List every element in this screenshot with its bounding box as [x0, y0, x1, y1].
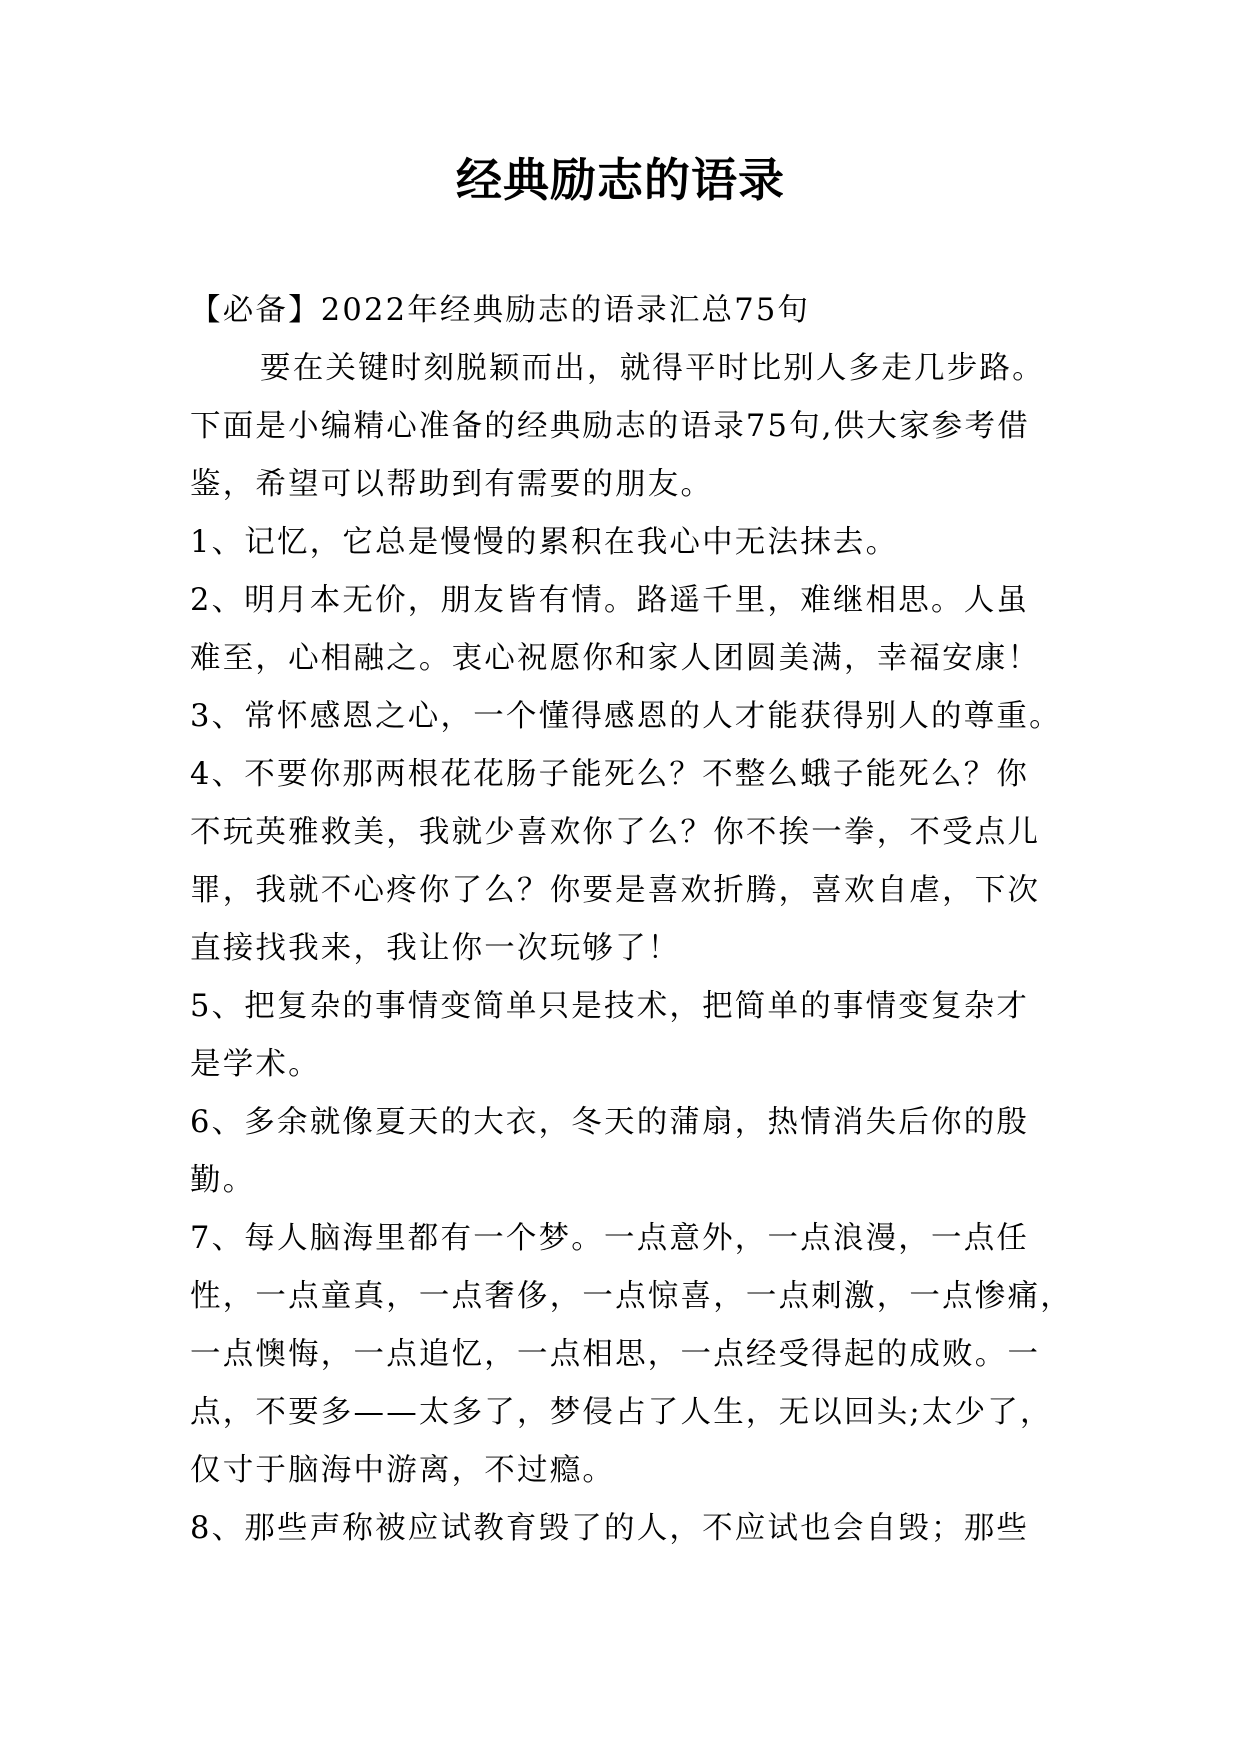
quote-line: 罪，我就不心疼你了么？你要是喜欢折腾，喜欢自虐，下次 [190, 873, 1041, 908]
document-body [190, 282, 1073, 1558]
quote-line: 7、每人脑海里都有一个梦。一点意外，一点浪漫，一点任 [190, 1221, 1030, 1256]
quote-line: 难至，心相融之。衷心祝愿你和家人团圆美满，幸福安康！ [190, 641, 1041, 676]
quote-line: 2、明月本无价，朋友皆有情。路遥千里，难继相思。人虽 [190, 583, 1030, 618]
quote-line: 不玩英雅救美，我就少喜欢你了么？你不挨一拳，不受点儿 [190, 815, 1041, 850]
intro-line: 鉴，希望可以帮助到有需要的朋友。 [190, 467, 714, 502]
document-title: 经典励志的语录 [456, 153, 785, 207]
quote-line: 6、多余就像夏天的大衣，冬天的蒲扇，热情消失后你的殷 [190, 1105, 1030, 1140]
quote-line: 4、不要你那两根花花肠子能死么？不整么蛾子能死么？你 [190, 757, 1030, 792]
quote-line: 性，一点童真，一点奢侈，一点惊喜，一点刺激，一点惨痛， [190, 1279, 1073, 1314]
quote-line: 直接找我来，我让你一次玩够了！ [190, 931, 681, 966]
quote-line: 勤。 [190, 1163, 256, 1198]
quote-line: 是学术。 [190, 1047, 321, 1082]
subtitle-line: 【必备】2022年经典励志的语录汇总75句 [190, 293, 811, 328]
quote-line: 点，不要多——太多了，梦侵占了人生，无以回头;太少了， [190, 1395, 1053, 1430]
quote-line: 5、把复杂的事情变简单只是技术，把简单的事情变复杂才 [190, 989, 1030, 1024]
quote-line: 一点懊悔，一点追忆，一点相思，一点经受得起的成败。一 [190, 1337, 1041, 1372]
quote-line: 8、那些声称被应试教育毁了的人，不应试也会自毁；那些 [190, 1511, 1030, 1546]
intro-line: 下面是小编精心准备的经典励志的语录75句,供大家参考借 [190, 409, 1030, 444]
quote-line: 1、记忆，它总是慢慢的累积在我心中无法抹去。 [190, 525, 899, 560]
intro-line: 要在关键时刻脱颖而出，就得平时比别人多走几步路。 [260, 351, 1045, 386]
quote-line: 3、常怀感恩之心，一个懂得感恩的人才能获得别人的尊重。 [190, 699, 1062, 734]
quote-line: 仅寸于脑海中游离，不过瘾。 [190, 1453, 616, 1488]
